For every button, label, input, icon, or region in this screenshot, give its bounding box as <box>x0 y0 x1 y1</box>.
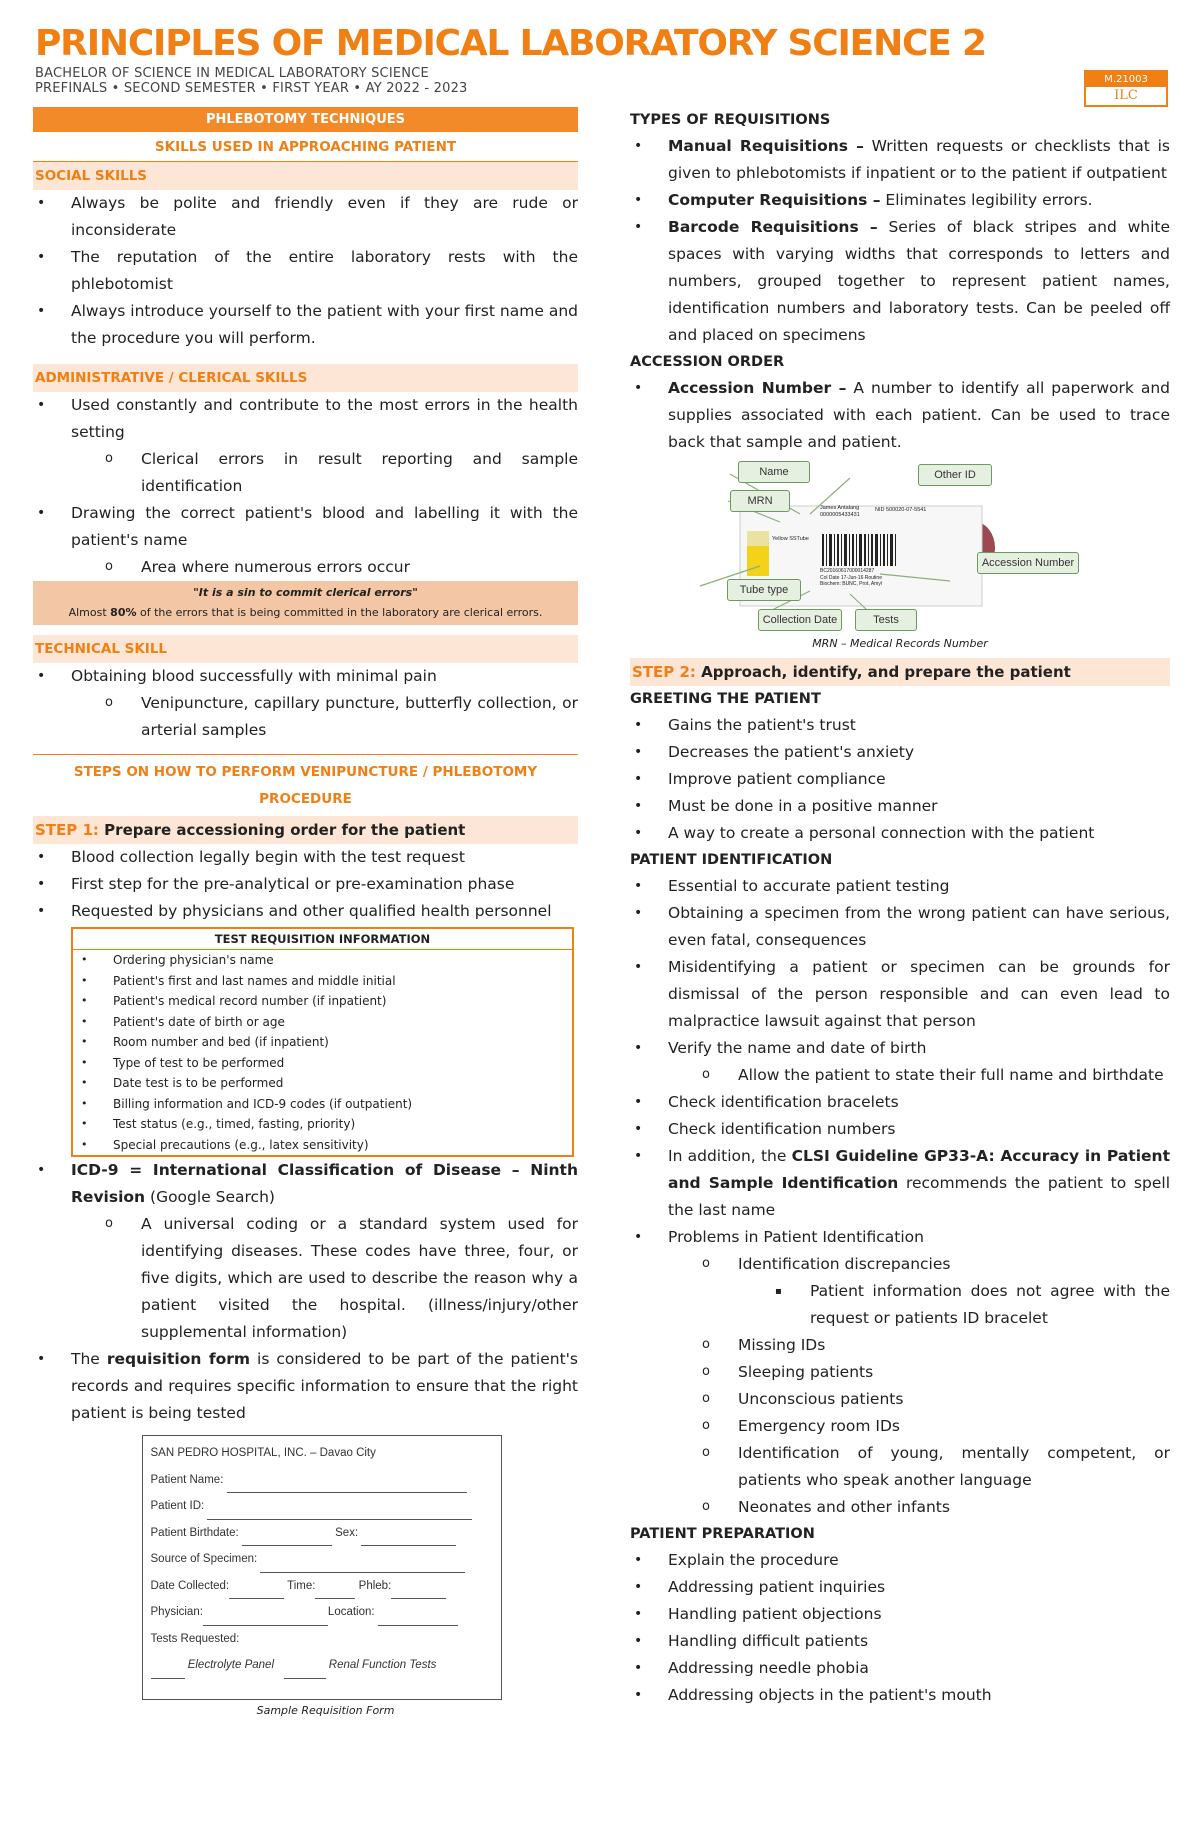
quote-detail-post: of the errors that is being committed in the laboratory are clerical errors. <box>136 606 543 619</box>
list-item <box>630 375 1170 456</box>
list-item: • Addressing patient inquiries <box>630 1574 1170 1601</box>
form-hospital: SAN PEDRO HOSPITAL, INC. – Davao City <box>150 1447 376 1459</box>
definition: A number to identify all paperwork and supplies associated with each patient. Can be used to trace back that sample and patient. <box>668 379 1170 451</box>
quote-detail-pre: Almost <box>68 606 111 619</box>
table-row: • Patient's medical record number (if inpatient) <box>73 991 572 1012</box>
list-subitem: o Missing IDs <box>630 1332 1170 1359</box>
list-item <box>630 214 1170 349</box>
left-column <box>33 107 578 1719</box>
list-item: • Decreases the patient's anxiety <box>630 739 1170 766</box>
diagram-label-collection-date: Collection Date <box>758 609 842 631</box>
list-item: • Gains the patient's trust <box>630 712 1170 739</box>
types-heading: TYPES OF REQUISITIONS <box>630 112 831 128</box>
form-label: Patient Name: <box>150 1473 224 1486</box>
form-label: Location: <box>327 1606 375 1618</box>
page-title: PRINCIPLES OF MEDICAL LABORATORY SCIENCE 2 <box>35 23 986 64</box>
form-test-option: Electrolyte Panel <box>187 1659 274 1671</box>
table-row: • Patient's date of birth or age <box>73 1012 572 1033</box>
table-row: • Ordering physician's name <box>73 950 572 971</box>
list-item: • Requested by physicians and other qualified health personnel <box>33 898 578 925</box>
list-item: • Verify the name and date of birth <box>630 1035 1170 1062</box>
list-item: • Blood collection legally begin with the test request <box>33 844 578 871</box>
table-row: • Test status (e.g., timed, fasting, priority) <box>73 1114 572 1135</box>
list-item: • Explain the procedure <box>630 1547 1170 1574</box>
form-label: Tests Requested: <box>150 1632 240 1645</box>
list-item: • Always be polite and friendly even if they are rude or inconsiderate <box>33 190 578 244</box>
list-item: • Obtaining blood successfully with minimal pain <box>33 663 578 690</box>
form-label: Date Collected: <box>150 1579 230 1592</box>
form-label: Patient ID: <box>150 1500 205 1512</box>
step1-title: Prepare accessioning order for the patient <box>104 821 466 839</box>
list-subsubitem: ▪ Patient information does not agree with the request or patients ID bracelet <box>630 1278 1170 1332</box>
step2-title: Approach, identify, and prepare the patient <box>701 663 1071 681</box>
social-skills-heading: SOCIAL SKILLS <box>33 162 578 190</box>
greeting-heading: GREETING THE PATIENT <box>630 691 821 707</box>
label-barcode-number: BC20160617000014287 <box>820 568 875 574</box>
step1-heading <box>33 816 578 844</box>
admin-skills-heading: ADMINISTRATIVE / CLERICAL SKILLS <box>33 364 578 392</box>
patient-id-list <box>630 873 1170 1521</box>
definition: Series of black stripes and white spaces with varying widths that corresponds to letters and numbers, grouped together to represent patient names, identification numbers and laboratory tests. Can be peeled off and placed on specimens <box>668 218 1170 344</box>
list-subitem: o Emergency room IDs <box>630 1413 1170 1440</box>
definition: Written requests or checklists that is given to phlebotomists if inpatient or to the patient if outpatient <box>668 137 1170 182</box>
skills-heading: SKILLS USED IN APPROACHING PATIENT <box>33 132 578 162</box>
form-label: Time: <box>287 1579 316 1592</box>
right-column <box>630 107 1170 1709</box>
label-patient-name: James Antalang <box>820 505 860 511</box>
form-label: Source of Specimen: <box>150 1553 258 1565</box>
patient-prep-heading: PATIENT PREPARATION <box>630 1526 815 1542</box>
list-item: • Drawing the correct patient's blood and labelling it with the patient's name <box>33 500 578 554</box>
list-item: • Used constantly and contribute to the most errors in the health setting <box>33 392 578 446</box>
test-requisition-table <box>71 927 574 1157</box>
list-item: • Improve patient compliance <box>630 766 1170 793</box>
list-item: • A way to create a personal connection with the patient <box>630 820 1170 847</box>
list-item: • The reputation of the entire laboratory rests with the phlebotomist <box>33 244 578 298</box>
diagram-label-name: Name <box>738 461 810 483</box>
list-subitem: o Sleeping patients <box>630 1359 1170 1386</box>
label-patient-mrn: 0000005433431 <box>820 512 860 518</box>
icd-source: (Google Search) <box>145 1188 275 1206</box>
diagram-label-other-id: Other ID <box>918 464 992 486</box>
term: Manual Requisitions – <box>668 137 864 155</box>
req-form-term: requisition form <box>106 1350 251 1368</box>
course-code-box <box>1084 70 1168 107</box>
list-item: • Always introduce yourself to the patient with your first name and the procedure you will perform. <box>33 298 578 352</box>
label-bottom-text <box>820 568 882 588</box>
form-row <box>151 1573 493 1600</box>
list-item: • Handling difficult patients <box>630 1628 1170 1655</box>
specimen-label-diagram <box>630 456 1170 654</box>
form-label: Phleb: <box>358 1579 392 1592</box>
term-line: PREFINALS • SECOND SEMESTER • FIRST YEAR • AY 2022 - 2023 <box>35 81 468 96</box>
list-item: • Check identification numbers <box>630 1116 1170 1143</box>
label-tube-type-text: Yellow SSTube <box>772 536 809 542</box>
list-item: • Check identification bracelets <box>630 1089 1170 1116</box>
page-header <box>35 22 1165 96</box>
step1-label: STEP 1: <box>35 821 99 839</box>
table-row: • Patient's first and last names and middle initial <box>73 971 572 992</box>
list-item: • Misidentifying a patient or specimen can be grounds for dismissal of the person responsible and can even lead to malpractice lawsuit against that person <box>630 954 1170 1035</box>
list-item: • Essential to accurate patient testing <box>630 873 1170 900</box>
definition: Eliminates legibility errors. <box>880 191 1093 209</box>
form-test-option: Renal Function Tests <box>328 1659 437 1671</box>
patient-prep-list <box>630 1547 1170 1709</box>
list-subitem: o Unconscious patients <box>630 1386 1170 1413</box>
term: Barcode Requisitions – <box>668 218 878 236</box>
list-item <box>630 187 1170 214</box>
list-subitem: o Venipuncture, capillary puncture, butterfly collection, or arterial samples <box>33 690 578 744</box>
form-label: Sex: <box>335 1526 359 1539</box>
form-row <box>151 1467 493 1494</box>
list-item: • Addressing needle phobia <box>630 1655 1170 1682</box>
author-code: ILC <box>1114 88 1138 103</box>
label-patient-id: NID 500020-07-5541 <box>875 507 927 513</box>
label-printed-text <box>820 505 860 519</box>
form-row <box>151 1520 493 1547</box>
step1-list <box>33 844 578 925</box>
technical-skill-heading: TECHNICAL SKILL <box>33 635 578 663</box>
form-row <box>151 1652 493 1679</box>
form-caption: Sample Requisition Form <box>256 1704 395 1717</box>
list-subitem: o Allow the patient to state their full name and birthdate <box>630 1062 1170 1089</box>
quote-detail <box>33 603 578 623</box>
clsi-guideline: CLSI Guideline GP33-A: Accuracy in Patient and Sample Identification <box>668 1147 1170 1192</box>
list-item: • First step for the pre-analytical or pre-examination phase <box>33 871 578 898</box>
table-row: • Special precautions (e.g., latex sensitivity) <box>73 1135 572 1156</box>
list-subitem: o Area where numerous errors occur <box>33 554 578 581</box>
diagram-label-tube-type: Tube type <box>727 579 801 601</box>
term: Computer Requisitions – <box>668 191 881 209</box>
list-subitem: o Identification of young, mentally competent, or patients who speak another language <box>630 1440 1170 1494</box>
label-tests: Biochem: BUNC, Prot, Amyl <box>820 581 882 587</box>
table-row: • Room number and bed (if inpatient) <box>73 1032 572 1053</box>
admin-skills-list <box>33 392 578 581</box>
greeting-list <box>630 712 1170 847</box>
quote-text: "It is a sin to commit clerical errors" <box>193 586 418 599</box>
clerical-quote-box <box>33 581 578 625</box>
social-skills-list <box>33 190 578 352</box>
step2-label: STEP 2: <box>632 663 696 681</box>
list-item: • Addressing objects in the patient's mouth <box>630 1682 1170 1709</box>
diagram-label-mrn: MRN <box>730 490 790 512</box>
list-subitem: o Neonates and other infants <box>630 1494 1170 1521</box>
topic-banner: PHLEBOTOMY TECHNIQUES <box>33 107 578 132</box>
diagram-caption: MRN – Medical Records Number <box>812 637 988 650</box>
program-line: BACHELOR OF SCIENCE IN MEDICAL LABORATORY SCIENCE <box>35 66 429 81</box>
list-item <box>33 1157 578 1211</box>
list-item <box>630 133 1170 187</box>
table-row: • Type of test to be performed <box>73 1053 572 1074</box>
form-row <box>151 1493 493 1520</box>
form-label: Physician: <box>150 1606 203 1618</box>
diagram-label-accession-number: Accession Number <box>977 552 1079 574</box>
clsi-pre: In addition, the <box>668 1147 792 1165</box>
label-collection-date: Col Date 17-Jun-16 Routine <box>820 574 882 581</box>
list-item: • Obtaining a specimen from the wrong patient can have serious, even fatal, consequences <box>630 900 1170 954</box>
list-item <box>33 1346 578 1427</box>
diagram-label-tests: Tests <box>855 609 917 631</box>
term: Accession Number – <box>668 379 847 397</box>
sample-requisition-form <box>142 1435 502 1700</box>
list-item <box>630 1143 1170 1224</box>
list-item: • Problems in Patient Identification <box>630 1224 1170 1251</box>
tube-color-top <box>747 531 769 546</box>
types-list <box>630 133 1170 349</box>
table-title: TEST REQUISITION INFORMATION <box>73 929 572 950</box>
technical-skill-list <box>33 663 578 744</box>
icd-list <box>33 1157 578 1427</box>
list-subitem: o Identification discrepancies <box>630 1251 1170 1278</box>
req-form-post: is considered to be part of the patient's records and requires specific information to ensure that the right patient is being tested <box>71 1350 578 1422</box>
steps-heading: STEPS ON HOW TO PERFORM VENIPUNCTURE / PHLEBOTOMY PROCEDURE <box>33 754 578 816</box>
step2-heading <box>630 658 1170 686</box>
form-row <box>151 1546 493 1573</box>
list-item: • Handling patient objections <box>630 1601 1170 1628</box>
form-label: Patient Birthdate: <box>150 1526 239 1539</box>
table-row: • Billing information and ICD-9 codes (if outpatient) <box>73 1094 572 1115</box>
quote-detail-percent: 80% <box>110 606 137 619</box>
accession-heading: ACCESSION ORDER <box>630 354 785 370</box>
course-code: M.21003 <box>1086 72 1166 87</box>
table-row: • Date test is to be performed <box>73 1073 572 1094</box>
list-subitem: o Clerical errors in result reporting and sample identification <box>33 446 578 500</box>
list-subitem: o A universal coding or a standard system used for identifying diseases. These codes have three, four, or five digits, which are used to describe the reason why a patient visited the hospital. (illness/injury/other supplemental information) <box>33 1211 578 1346</box>
req-form-pre: The <box>71 1350 107 1368</box>
form-row <box>151 1599 493 1626</box>
accession-list <box>630 375 1170 456</box>
icd-term: ICD-9 = International Classification of Disease – Ninth Revision <box>71 1161 578 1206</box>
patient-id-heading: PATIENT IDENTIFICATION <box>630 852 833 868</box>
list-item: • Must be done in a positive manner <box>630 793 1170 820</box>
clsi-post: recommends the patient to spell the last name <box>668 1174 1170 1219</box>
